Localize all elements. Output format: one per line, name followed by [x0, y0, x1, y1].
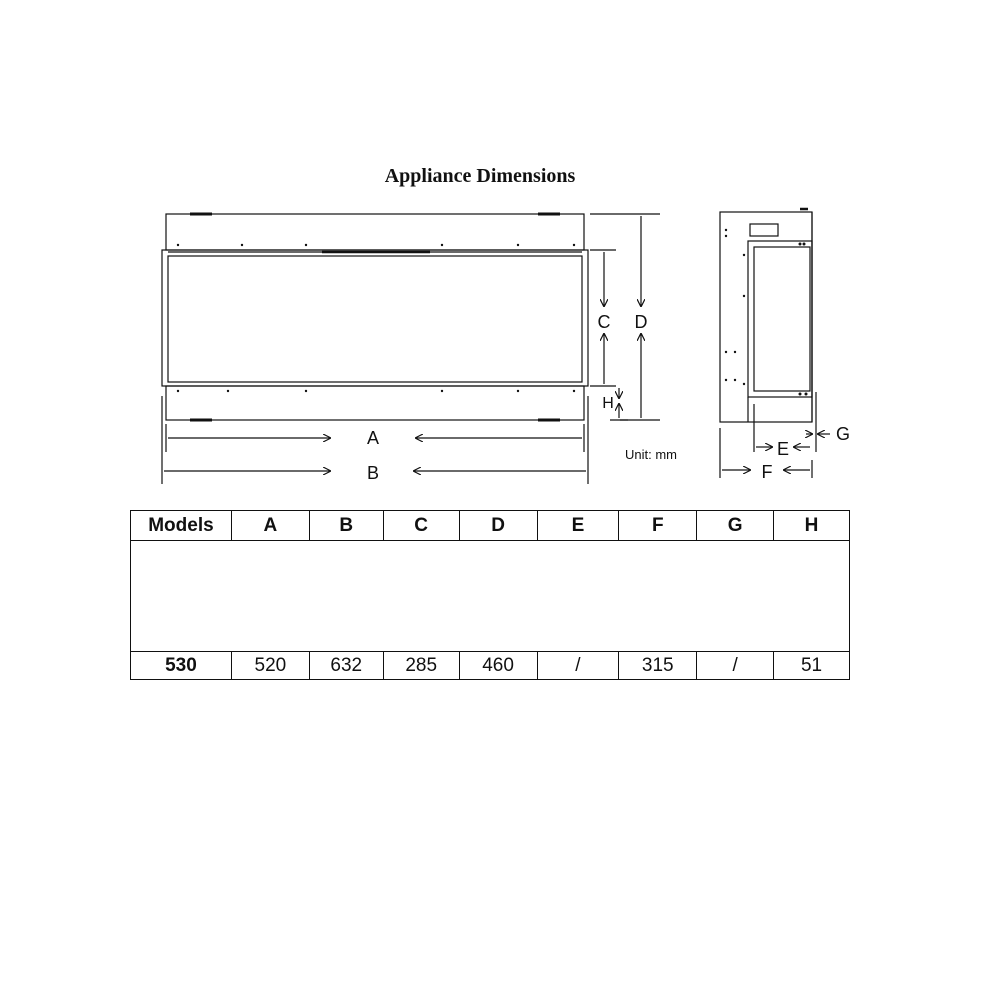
cell-h: 51 — [774, 652, 850, 680]
diagram-title: Appliance Dimensions — [384, 165, 576, 187]
side-view — [720, 209, 812, 422]
cell-d: 460 — [459, 652, 537, 680]
dim-label-b: B — [366, 463, 380, 483]
header-a: A — [231, 511, 309, 541]
front-dimension-lines — [162, 214, 660, 484]
header-models: Models — [131, 511, 232, 541]
unit-label: Unit: mm — [625, 447, 677, 462]
cell-g: / — [697, 652, 774, 680]
cell-f: 315 — [619, 652, 697, 680]
cell-b: 632 — [309, 652, 383, 680]
header-d: D — [459, 511, 537, 541]
table-row — [131, 652, 850, 680]
header-c: C — [383, 511, 459, 541]
table-empty-row — [131, 541, 850, 652]
cell-a: 520 — [231, 652, 309, 680]
cell-e: / — [537, 652, 619, 680]
header-f: F — [619, 511, 697, 541]
dim-label-e: E — [776, 439, 790, 459]
header-b: B — [309, 511, 383, 541]
empty-cell — [131, 541, 850, 652]
dim-label-a: A — [366, 428, 380, 448]
dim-label-h: H — [602, 395, 614, 412]
cell-c: 285 — [383, 652, 459, 680]
dim-label-f: F — [761, 462, 773, 482]
header-e: E — [537, 511, 619, 541]
dim-label-c: C — [597, 312, 611, 332]
side-dimension-lines — [720, 392, 830, 478]
cell-model: 530 — [131, 652, 232, 680]
header-h: H — [774, 511, 850, 541]
dimensions-table — [130, 510, 850, 680]
header-g: G — [697, 511, 774, 541]
dim-label-g: G — [835, 424, 851, 444]
table-header-row — [131, 511, 850, 541]
dim-label-d: D — [634, 312, 648, 332]
front-view — [162, 214, 588, 420]
